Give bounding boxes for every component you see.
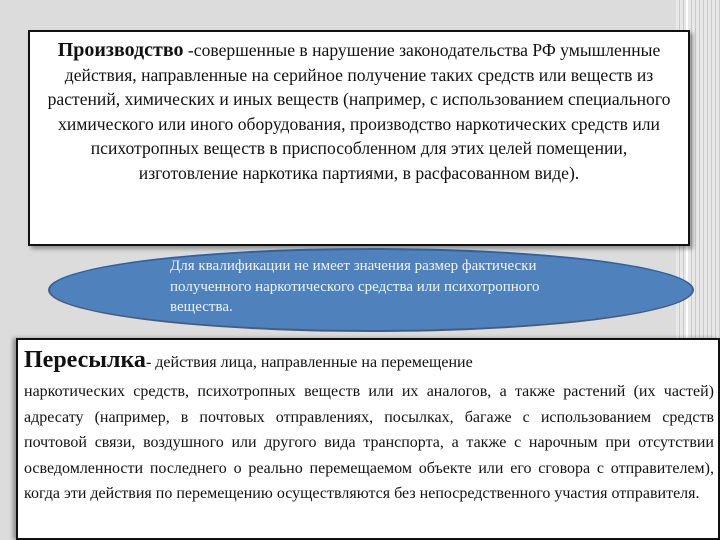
production-term: Производство	[57, 39, 184, 61]
shipment-definition-rest: наркотических средств, психотропных веществ или их аналогов, а также растений (их частей) адресату (например, в почтовых отправлениях, посылках, багаже с использованием средств почтовой связи, воздушного или другого вида транспорта, а также с нарочным при отсутствии осведомленности последнего о реально перемещаемом объекте или его сговора с отправителем), когда эти действия по перемещению осуществляются без непосредственного участия отправителя.	[24, 383, 714, 502]
production-definition-box	[28, 30, 690, 246]
shipment-definition-box	[16, 338, 720, 540]
shipment-first-line	[24, 344, 714, 379]
shipment-definition-first: - действия лица, направленные на перемещение	[145, 354, 473, 371]
shipment-term: Пересылка	[24, 347, 146, 373]
production-definition: -совершенные в нарушение законодательства РФ умышленные действия, направленные на серийное получение таких средств или веществ из растений, химических и иных веществ (например, с использованием специального химического или иного оборудования, производство наркотических средств или психотропных веществ в приспособленном для этих целей помещении, изготовление наркотика партиями, в расфасованном виде).	[47, 40, 671, 183]
note-text: Для квалификации не имеет значения размер фактически полученного наркотического средства или психотропного вещества.	[170, 258, 540, 315]
